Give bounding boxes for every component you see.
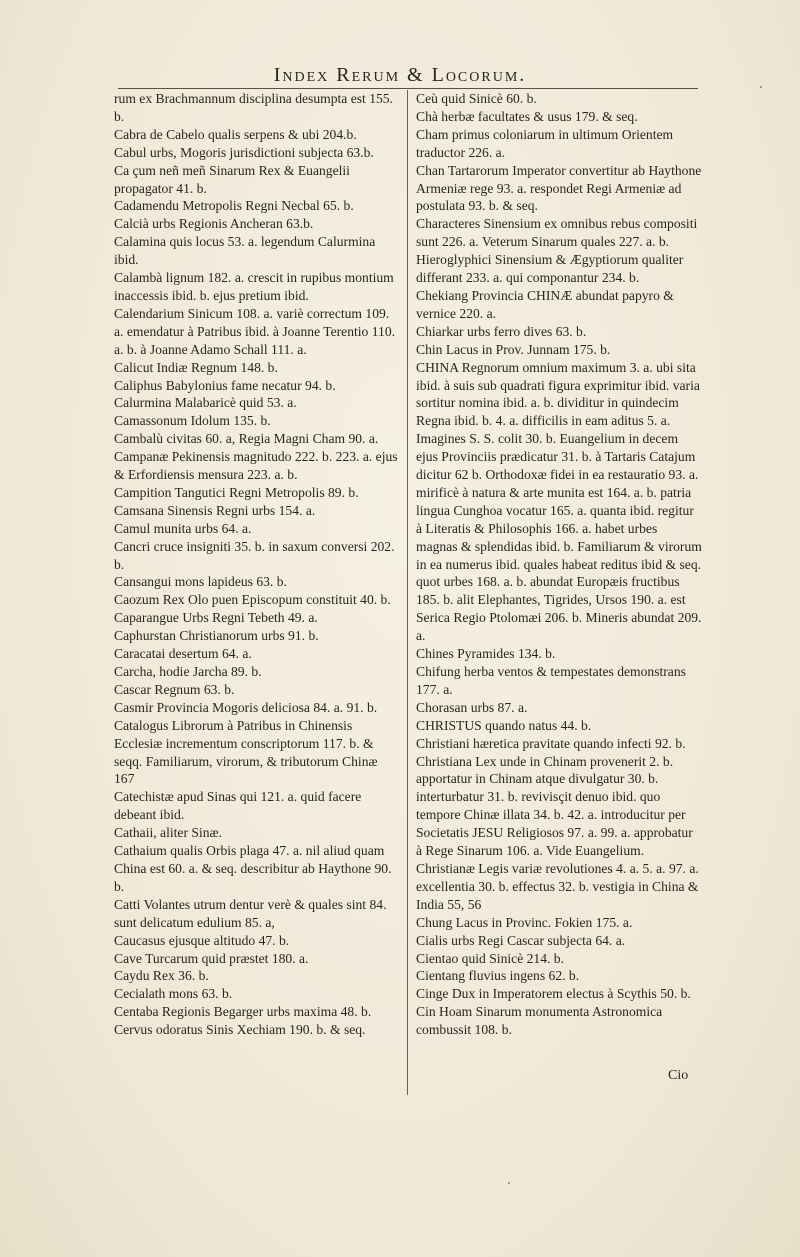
index-entry: Caracatai desertum 64. a. bbox=[114, 646, 252, 662]
index-entry: rum ex Brachmannum disciplina desumpta est 155. b. bbox=[114, 91, 393, 124]
index-entry: Cin Hoam Sinarum monumenta Astronomica combussit 108. b. bbox=[416, 1004, 663, 1038]
index-entry: CHRISTUS quando natus 44. b. bbox=[416, 717, 592, 733]
index-entry: Chifung herba ventos & tempestates demonstrans 177. a. bbox=[416, 664, 686, 697]
index-entry: Camsana Sinensis Regni urbs 154. a. bbox=[114, 502, 316, 518]
index-entry: Cave Turcarum quid præstet 180. a. bbox=[114, 950, 309, 966]
index-entry: Chin Lacus in Prov. Junnam 175. b. bbox=[416, 341, 611, 357]
catchword: Cio bbox=[668, 1068, 689, 1083]
index-entry: Catti Volantes utrum dentur verè & quales sint 84. sunt delicatum edulium 85. a, bbox=[114, 896, 387, 930]
index-entry: Cascar Regnum 63. b. bbox=[114, 681, 235, 697]
index-entry: Characteres Sinensium ex omnibus rebus compositi sunt 226. a. Veterum Sinarum quales 227. a. b. Hieroglyphici Sinensium & Ægyptiorum qualiter differant 233. a. qui componantur 234. b. bbox=[416, 216, 698, 286]
index-entry: Cathaii, aliter Sinæ. bbox=[114, 825, 222, 841]
index-entry: Camul munita urbs 64. a. bbox=[114, 520, 252, 536]
index-entry: Chung Lacus in Provinc. Fokien 175. a. bbox=[416, 914, 633, 930]
index-entry: Chorasan urbs 87. a. bbox=[416, 699, 528, 715]
index-entry: Catechistæ apud Sinas qui 121. a. quid facere debeant ibid. bbox=[114, 789, 362, 823]
index-entry: Calamina quis locus 53. a. legendum Calurmina ibid. bbox=[114, 234, 376, 268]
index-entry: Cientang fluvius ingens 62. b. bbox=[416, 968, 580, 984]
index-entry: Cabra de Cabelo qualis serpens & ubi 204.b. bbox=[114, 126, 357, 142]
index-entry: Calicut Indiæ Regnum 148. b. bbox=[114, 359, 278, 375]
index-entry: Casmir Provincia Mogoris deliciosa 84. a. 91. b. bbox=[114, 699, 378, 715]
paper-speck bbox=[508, 1182, 510, 1184]
index-entry: Cinge Dux in Imperatorem electus à Scythis 50. b. bbox=[416, 986, 691, 1002]
index-entry: Cathaium qualis Orbis plaga 47. a. nil aliud quam China est 60. a. & seq. describitur ab Haythone 90. b. bbox=[114, 843, 392, 894]
index-entry: Chà herbæ facultates & usus 179. & seq. bbox=[416, 108, 638, 124]
index-entry: Cientao quid Sinicè 214. b. bbox=[416, 950, 565, 966]
index-entry: CHINA Regnorum omnium maximum 3. a. ubi sita ibid. à suis sub quadrati figura exprimitur ibid. varia sortitur nomina ibid. a. b. dividitur in quindecim Regna ibid. b. 4. a. difficilis in eam aditus 5. a. Imagines S. S. colit 30. b. Euangelium in decem ejus Provinciis prædicatur 31. b. à Tartaris Catajum dicitur 62 b. Orthodoxæ fidei in ea restauratio 93. a. mirificè à natura & arte munita est 164. a. b. patria lingua Cunghoa vocatur 165. a. quanta ibid. regitur à Literatis & Philosophis 166. a. habet urbes magnas & splendidas ibid. b. Familiarum & virorum in ea numerus ibid. quales habeat reditus ibid & seq. quot urbes 168. a. b. abundat Europæis fructibus 185. b. alit Elephantes, Tigrides, Ursos 190. a. est Serica Regio Ptolomæi 206. b. Mineris abundat 209. a. bbox=[416, 359, 702, 644]
index-entry: Cham primus coloniarum in ultimum Orientem traductor 226. a. bbox=[416, 126, 674, 160]
index-entry: Christiani hæretica pravitate quando infecti 92. b. bbox=[416, 735, 686, 751]
index-entry: Cansangui mons lapideus 63. b. bbox=[114, 574, 287, 590]
index-entry: Ceù quid Sinicè 60. b. bbox=[416, 91, 537, 106]
index-entry: Caozum Rex Olo puen Episcopum constituit 40. b. bbox=[114, 592, 391, 608]
paper-speck bbox=[760, 86, 762, 88]
index-entry: Caucasus ejusque altitudo 47. b. bbox=[114, 932, 290, 948]
index-entry: Caphurstan Christianorum urbs 91. b. bbox=[114, 628, 319, 644]
index-entry: Centaba Regionis Begarger urbs maxima 48. b. bbox=[114, 1004, 372, 1020]
index-entry: Chines Pyramides 134. b. bbox=[416, 646, 556, 662]
index-entry: Campition Tangutici Regni Metropolis 89. b. bbox=[114, 484, 359, 500]
index-entry: Cervus odoratus Sinis Xechiam 190. b. & seq. bbox=[114, 1022, 366, 1038]
index-entry: Chiarkar urbs ferro dives 63. b. bbox=[416, 323, 587, 339]
index-entry: Chekiang Provincia CHINÆ abundat papyro & vernice 220. a. bbox=[416, 287, 674, 321]
column-divider bbox=[407, 90, 408, 1095]
index-entry: Christiana Lex unde in Chinam provenerit 2. b. apportatur in Chinam atque divulgatur 30. b. interturbatur 31. b. revivisçit denuo ibid. quo tempore Chinæ illata 34. b. 42. a. introducitur per Societatis JESU Religiosos 97. a. 99. a. approbatur à Rege Sinarum 106. a. Vide Euangelium. bbox=[416, 753, 693, 859]
index-entry: Caparangue Urbs Regni Tebeth 49. a. bbox=[114, 610, 318, 626]
index-entry: Caliphus Babylonius fame necatur 94. b. bbox=[114, 377, 336, 393]
header-rule bbox=[118, 88, 698, 89]
index-entry: Cambalù civitas 60. a, Regia Magni Cham 90. a. bbox=[114, 431, 379, 447]
index-entry: Cadamendu Metropolis Regni Necbal 65. b. bbox=[114, 198, 354, 214]
left-column bbox=[114, 90, 400, 1039]
index-entry: Caydu Rex 36. b. bbox=[114, 968, 209, 984]
index-entry: Calambà lignum 182. a. crescit in rupibus montium inaccessis ibid. b. ejus pretium ibid. bbox=[114, 270, 394, 303]
index-entry: Ca çum neñ meñ Sinarum Rex & Euangelii propagator 41. b. bbox=[114, 162, 350, 196]
index-entry: Cecialath mons 63. b. bbox=[114, 986, 233, 1002]
index-entry: Catalogus Librorum à Patribus in Chinensis Ecclesiæ incrementum conscriptorum 117. b. & seqq. Familiarum, virorum, & tributorum Chinæ 167 bbox=[114, 717, 378, 787]
right-column bbox=[416, 90, 702, 1039]
index-entry: Camassonum Idolum 135. b. bbox=[114, 413, 271, 429]
index-entry: Calurmina Malabaricè quid 53. a. bbox=[114, 395, 297, 411]
page-header: Index Rerum & Locorum. bbox=[273, 64, 527, 86]
index-entry: Campanæ Pekinensis magnitudo 222. b. 223. a. ejus & Erfordiensis mensura 223. a. b. bbox=[114, 449, 398, 483]
index-entry: Chan Tartarorum Imperator convertitur ab Haythone Armeniæ rege 93. a. respondet Regi Armeniæ ad postulata 93. b. & seq. bbox=[416, 162, 702, 214]
index-entry: Carcha, hodie Jarcha 89. b. bbox=[114, 664, 262, 679]
index-entry: Cancri cruce insigniti 35. b. in saxum conversi 202. b. bbox=[114, 538, 395, 572]
index-entry: Calcià urbs Regionis Ancheran 63.b. bbox=[114, 216, 314, 232]
index-entry: Cabul urbs, Mogoris jurisdictioni subjecta 63.b. bbox=[114, 144, 374, 160]
index-entry: Christianæ Legis variæ revolutiones 4. a. 5. a. 97. a. excellentia 30. b. effectus 32. b. vestigia in China & India 55, 56 bbox=[416, 860, 699, 912]
index-entry: Cialis urbs Regi Cascar subjecta 64. a. bbox=[416, 932, 626, 948]
index-entry: Calendarium Sinicum 108. a. variè correctum 109. a. emendatur à Patribus ibid. à Joanne Terentio 110. a. b. à Joanne Adamo Schall 111. a. bbox=[114, 305, 396, 357]
